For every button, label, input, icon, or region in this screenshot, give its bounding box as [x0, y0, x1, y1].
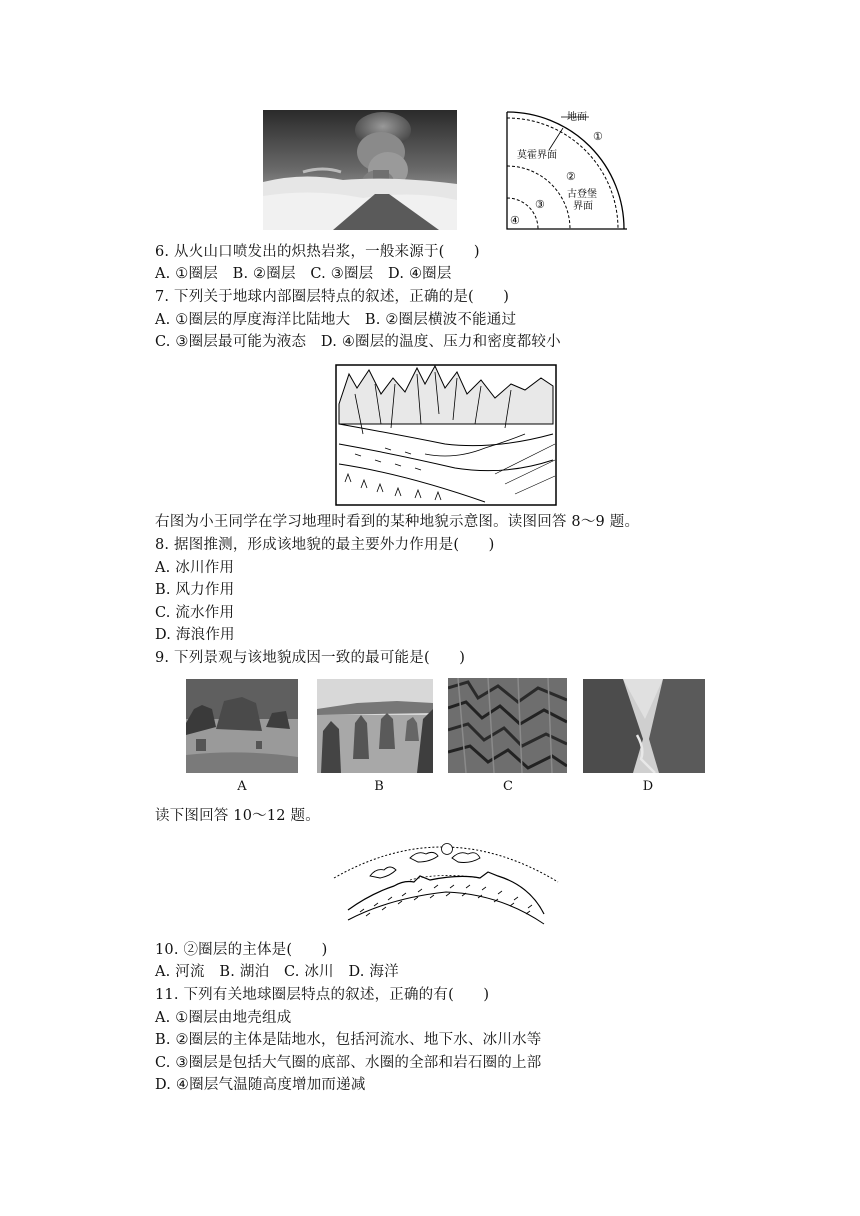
- landform-sketch: [335, 364, 557, 506]
- photo-d: [583, 679, 705, 773]
- q11-option-a: A. ①圈层由地壳组成: [155, 1010, 292, 1026]
- photo-c: [448, 678, 567, 773]
- q7-option-cd: C. ③圈层最可能为液态 D. ④圈层的温度、压力和密度都较小: [155, 334, 561, 350]
- label-gutenberg-1: 古登堡: [567, 189, 597, 200]
- q7-option-ab: A. ①圈层的厚度海洋比陆地大 B. ②圈层横波不能通过: [155, 312, 517, 328]
- label-moho: 莫霍界面: [517, 150, 557, 161]
- label-surface: 地面: [567, 112, 587, 123]
- label-layer1: ①: [593, 130, 603, 143]
- q10-options: A. 河流 B. 湖泊 C. 冰川 D. 海洋: [155, 964, 399, 980]
- intro-8-9: 右图为小王同学在学习地理时看到的某种地貌示意图。读图回答 8～9 题。: [155, 514, 640, 530]
- q8-option-a: A. 冰川作用: [155, 560, 235, 576]
- photo-b: [317, 679, 433, 773]
- earth-interior-diagram: [503, 108, 633, 232]
- caption-c: C: [503, 779, 513, 794]
- label-layer4: ④: [510, 214, 520, 227]
- caption-b: B: [374, 779, 384, 794]
- q11-option-d: D. ④圈层气温随高度增加而递减: [155, 1077, 366, 1093]
- q7-stem: 7. 下列关于地球内部圈层特点的叙述，正确的是( ): [155, 289, 510, 305]
- photo-a: [186, 679, 298, 773]
- q10-stem: 10. ②圈层的主体是( ): [155, 942, 328, 958]
- q11-option-b: B. ②圈层的主体是陆地水，包括河流水、地下水、冰川水等: [155, 1032, 542, 1048]
- q6-options: A. ①圈层 B. ②圈层 C. ③圈层 D. ④圈层: [155, 266, 452, 282]
- volcano-photo: [263, 110, 457, 230]
- label-layer2: ②: [566, 170, 576, 183]
- q9-stem: 9. 下列景观与该地貌成因一致的最可能是( ): [155, 650, 466, 666]
- caption-a: A: [237, 779, 247, 794]
- label-gutenberg-2: 界面: [573, 201, 593, 212]
- caption-d: D: [642, 779, 654, 794]
- q11-option-c: C. ③圈层是包括大气圈的底部、水圈的全部和岩石圈的上部: [155, 1055, 542, 1071]
- spheres-diagram: [330, 832, 562, 928]
- q8-option-d: D. 海浪作用: [155, 627, 235, 643]
- label-layer3: ③: [535, 198, 545, 211]
- q8-stem: 8. 据图推测，形成该地貌的最主要外力作用是( ): [155, 537, 495, 553]
- q11-stem: 11. 下列有关地球圈层特点的叙述，正确的有( ): [155, 987, 490, 1003]
- q8-option-c: C. 流水作用: [155, 605, 235, 621]
- q8-option-b: B. 风力作用: [155, 582, 235, 598]
- q6-stem: 6. 从火山口喷发出的炽热岩浆，一般来源于( ): [155, 244, 480, 260]
- intro-10-12: 读下图回答 10～12 题。: [155, 808, 320, 824]
